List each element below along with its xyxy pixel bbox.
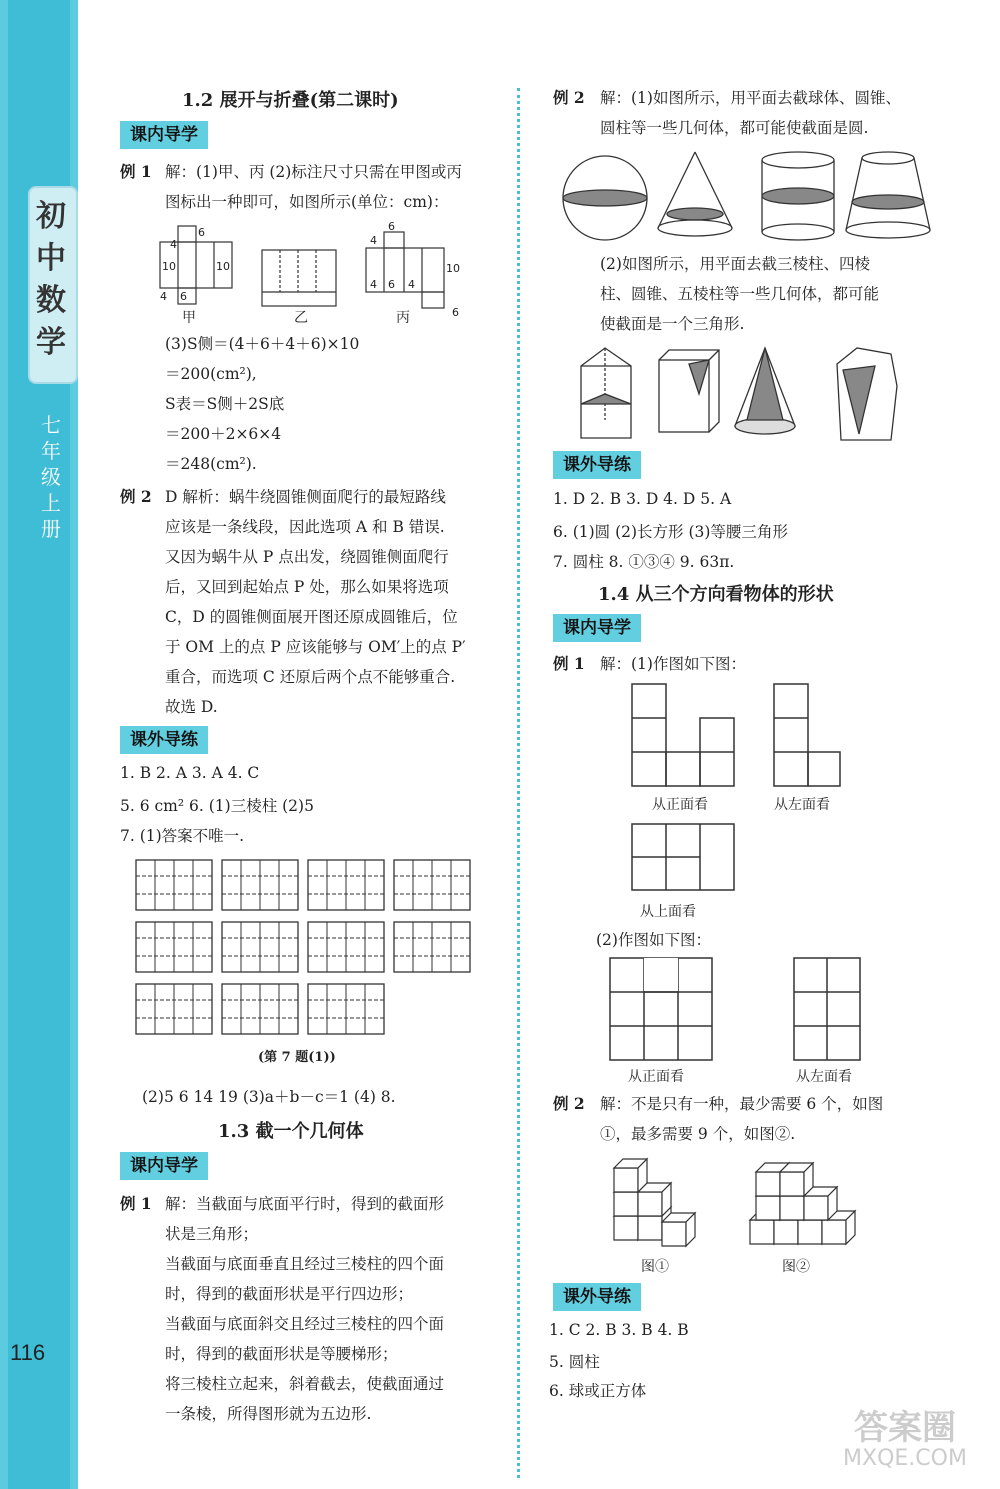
ex2-line: 后，又回到起始点 P 处，那么如果将选项 bbox=[165, 578, 449, 596]
caption-top: 从上面看 bbox=[640, 904, 696, 920]
views-figure-top bbox=[632, 824, 742, 894]
r-ex2b-line: 解：不是只有一种，最少需要 6 个，如图 bbox=[600, 1095, 884, 1113]
ex13-line: 状是三角形； bbox=[165, 1225, 259, 1243]
caption-figure-1: 图① bbox=[641, 1259, 669, 1275]
calc-line: (3)S侧＝(4＋6＋4＋6)×10 bbox=[165, 335, 360, 353]
ex1-line-1: 解：(1)甲、丙 (2)标注尺寸只需在甲图或丙 bbox=[165, 163, 462, 181]
answers-line: 1. D 2. B 3. D 4. D 5. A bbox=[553, 490, 732, 508]
caption-front: 从正面看 bbox=[628, 1069, 684, 1085]
watermark-logo: 答案圈 bbox=[854, 1408, 956, 1448]
caption-figure-2: 图② bbox=[782, 1259, 810, 1275]
ex13-line: 时，得到的截面形状是等腰梯形； bbox=[165, 1345, 398, 1363]
example-label: 例 1 bbox=[553, 654, 585, 673]
cube-stack-figure bbox=[608, 1150, 868, 1250]
tag-after-class: 课外导练 bbox=[553, 1283, 641, 1311]
sidebar-title: 初中数学 bbox=[36, 199, 66, 360]
example-label: 例 2 bbox=[553, 1094, 585, 1113]
cube bbox=[662, 1213, 695, 1246]
ex13-line: 解：当截面与底面平行时，得到的截面形 bbox=[165, 1195, 445, 1213]
calc-line: S表＝S侧＋2S底 bbox=[165, 395, 285, 413]
answers-line: 6. 球或正方体 bbox=[549, 1382, 647, 1400]
tag-after-class: 课外导练 bbox=[553, 451, 641, 479]
r-ex1-line: (2)作图如下图： bbox=[596, 931, 711, 949]
net-diagram bbox=[308, 922, 384, 972]
section-title-1-3: 1.3 截一个几何体 bbox=[218, 1121, 364, 1142]
ex2-line: 又因为蜗牛从 P 点出发，绕圆锥侧面爬行 bbox=[165, 548, 449, 566]
net-caption-jia: 甲 bbox=[182, 310, 196, 326]
cube bbox=[638, 1183, 671, 1216]
watermark-url: MXQE.COM bbox=[843, 1446, 967, 1471]
r-ex2-line: 柱、圆锥、五棱柱等一些几何体，都可能 bbox=[600, 285, 880, 303]
tag-in-class: 课内导学 bbox=[553, 614, 641, 642]
ex1-line-2: 图标出一种即可，如图所示(单位：cm)： bbox=[165, 193, 449, 211]
calc-line: ＝200(cm²), bbox=[165, 365, 257, 383]
sidebar-grade: 七年级 上册 bbox=[41, 413, 61, 541]
net-label: 4 bbox=[408, 278, 415, 291]
net-label: 6 bbox=[198, 226, 205, 239]
r-ex2b-line: ①，最多需要 9 个，如图②. bbox=[600, 1125, 796, 1143]
net-diagram bbox=[136, 984, 212, 1034]
net-label: 6 bbox=[388, 220, 395, 233]
ex13-line: 当截面与底面垂直且经过三棱柱的四个面 bbox=[165, 1255, 445, 1273]
answers-line: 1. C 2. B 3. B 4. B bbox=[549, 1321, 689, 1339]
net-diagram bbox=[222, 922, 298, 972]
section-title-1-4: 1.4 从三个方向看物体的形状 bbox=[598, 584, 834, 605]
cube bbox=[804, 1187, 837, 1220]
section-title-1-2: 1.2 展开与折叠(第二课时) bbox=[182, 90, 399, 111]
r-ex2-line: (2)如图所示，用平面去截三棱柱、四棱 bbox=[600, 255, 870, 273]
nets-figure bbox=[150, 220, 490, 326]
answers-line: 7. 圆柱 8. ①③④ 9. 63π. bbox=[553, 553, 735, 571]
net-label: 10 bbox=[162, 260, 176, 273]
ex13-line: 将三棱柱立起来，斜着截去，使截面通过 bbox=[165, 1375, 445, 1393]
net-diagram bbox=[222, 860, 298, 910]
net-diagram bbox=[394, 922, 470, 972]
r-ex2-line: 使截面是一个三角形. bbox=[600, 315, 745, 333]
tag-after-class: 课外导练 bbox=[120, 726, 208, 754]
example-label: 例 2 bbox=[553, 88, 585, 107]
ex2-line: 于 OM 上的点 P 应该能够与 OM′上的点 P′ bbox=[165, 638, 466, 656]
answers-line: 5. 圆柱 bbox=[549, 1353, 600, 1371]
example-label: 例 1 bbox=[120, 1194, 152, 1213]
calc-line: ＝248(cm²). bbox=[165, 455, 257, 473]
r-ex2-line: 解：(1)如图所示，用平面去截球体、圆锥、 bbox=[600, 89, 901, 107]
ex2-line: 故选 D. bbox=[165, 698, 218, 716]
r-ex2-line: 圆柱等一些几何体，都可能使截面是圆. bbox=[600, 119, 869, 137]
net-diagram bbox=[308, 984, 384, 1034]
cube bbox=[780, 1163, 813, 1196]
tag-in-class: 课内导学 bbox=[120, 1152, 208, 1180]
net-label: 4 bbox=[370, 234, 377, 247]
ex2-line: 应该是一条线段，因此选项 A 和 B 错误. bbox=[165, 518, 445, 536]
answers-line: 6. (1)圆 (2)长方形 (3)等腰三角形 bbox=[553, 523, 788, 541]
column-divider bbox=[517, 88, 520, 1478]
answers-line: 5. 6 cm² 6. (1)三棱柱 (2)5 bbox=[120, 797, 314, 815]
example-label: 例 2 bbox=[120, 487, 152, 506]
net-label: 10 bbox=[216, 260, 230, 273]
net-diagram bbox=[136, 860, 212, 910]
net-diagram bbox=[136, 922, 212, 972]
grid-caption: (第 7 题(1)) bbox=[258, 1050, 336, 1065]
r-ex1-line: 解：(1)作图如下图： bbox=[600, 655, 746, 673]
tag-in-class: 课内导学 bbox=[120, 121, 208, 149]
net-label: 6 bbox=[180, 290, 187, 303]
net-label: 4 bbox=[370, 278, 377, 291]
ex13-line: 当截面与底面斜交且经过三棱柱的四个面 bbox=[165, 1315, 445, 1333]
net-caption-yi: 乙 bbox=[294, 310, 308, 326]
net-label: 6 bbox=[388, 278, 395, 291]
example-label: 例 1 bbox=[120, 162, 152, 181]
views-figure-1 bbox=[632, 684, 852, 794]
answers-line: 7. (1)答案不唯一. bbox=[120, 827, 245, 845]
caption-left: 从左面看 bbox=[796, 1069, 852, 1085]
answers-line: 1. B 2. A 3. A 4. C bbox=[120, 764, 260, 782]
net-grid-figure bbox=[136, 860, 476, 1040]
ex2-line: D 解析：蜗牛绕圆锥侧面爬行的最短路线 bbox=[165, 488, 446, 506]
triangle-section-figure bbox=[575, 346, 935, 446]
ex2-line: 重合，而选项 C 还原后两个点不能够重合. bbox=[165, 668, 456, 686]
cube bbox=[614, 1159, 647, 1192]
circle-section-figure bbox=[560, 150, 940, 250]
caption-left: 从左面看 bbox=[774, 797, 830, 813]
net-label: 4 bbox=[160, 290, 167, 303]
ex13-line: 一条棱，所得图形就为五边形. bbox=[165, 1405, 372, 1423]
net-diagram bbox=[222, 984, 298, 1034]
views-figure-2 bbox=[610, 958, 870, 1068]
net-diagram bbox=[394, 860, 470, 910]
page-number: 116 bbox=[10, 1340, 46, 1365]
net-label: 10 bbox=[446, 262, 460, 275]
net-diagram bbox=[308, 860, 384, 910]
calc-line: ＝200＋2×6×4 bbox=[165, 425, 282, 443]
answers-line: (2)5 6 14 19 (3)a＋b－c＝1 (4) 8. bbox=[142, 1088, 396, 1106]
ex2-line: C，D 的圆锥侧面展开图还原成圆锥后，位 bbox=[165, 608, 458, 626]
net-caption-bing: 丙 bbox=[396, 310, 410, 326]
net-label: 6 bbox=[452, 306, 459, 319]
caption-front: 从正面看 bbox=[652, 797, 708, 813]
ex13-line: 时，得到的截面形状是平行四边形； bbox=[165, 1285, 414, 1303]
net-label: 4 bbox=[170, 238, 177, 251]
